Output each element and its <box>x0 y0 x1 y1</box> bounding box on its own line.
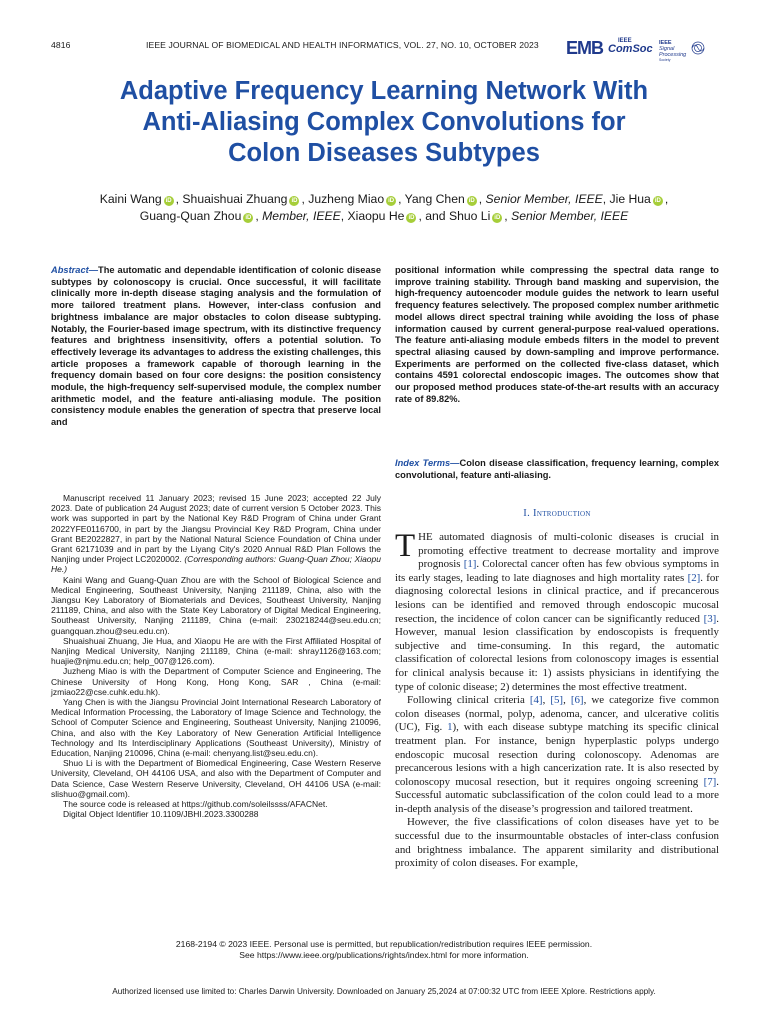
introduction-text <box>395 528 720 871</box>
intro-paragraph-1 <box>395 528 720 694</box>
footnote: Digital Object Identifier 10.1109/JBHI.2023.3300288 <box>63 809 259 820</box>
citation-link[interactable]: [4] <box>529 694 543 707</box>
intro-paragraph-2 <box>395 694 719 816</box>
dropcap: T <box>395 528 416 564</box>
author-name: Shuaishuai Zhuang <box>182 192 288 206</box>
author-name: Shuo Li <box>448 209 491 223</box>
intro-paragraph-3 <box>395 816 719 870</box>
publisher-logos <box>566 38 726 62</box>
footnote: Juzheng Miao is with the Department of Computer Science and Engineering, The Chinese University of Hong Kong, Hong Kong, SAR , China (e-mail: jzmiao22@cse.cuhk.edu.hk). <box>51 666 381 697</box>
author-role: Senior Member, IEEE <box>511 209 629 223</box>
comsoc-logo: IEEE ComSoc <box>608 38 653 55</box>
author-role: Member, IEEE <box>262 209 341 223</box>
body-text-run: Following clinical criteria <box>407 694 530 707</box>
author-name: Jie Hua <box>609 192 651 206</box>
orcid-icon[interactable]: iD <box>388 198 395 204</box>
orcid-icon[interactable]: iD <box>408 215 415 221</box>
rights-link-text[interactable]: See https://www.ieee.org/publications/rights/index.html for more information. <box>239 950 529 960</box>
citation-link[interactable]: [3] <box>703 612 717 625</box>
license-notice: Authorized licensed use limited to: Charles Darwin University. Downloaded on January 25,2024 at 07:00:32 UTC from IEEE Xplore. Restrictions apply. <box>112 987 656 996</box>
author-list <box>40 191 728 225</box>
footnote: Kaini Wang and Guang-Quan Zhou are with the School of Biological Science and Medical Engineering, Southeast University, Nanjing 211189, China, also with the Jiangsu Key Laboratory of Biomaterials and Devices, Southeast University, Nanjing 211189, China, and also with the State Key Laboratory of Digital Medical Engineering, Southeast University, Nanjing 211189, China (e-mail: 230218244@seu.edu.cn; guangquan.zhou@seu.edu.cn). <box>51 574 381 636</box>
author-name: Juzheng Miao <box>308 192 385 206</box>
author-name: Kaini Wang <box>99 192 162 206</box>
footnote: Manuscript received 11 January 2023; revised 15 June 2023; accepted 22 July 2023. Date of publication 24 August 2023; date of current version 5 October 2023. This work was supported in part by the National Key R&D Program of China under Grant 2022YFE0116700, in part by the Jiangsu Provincial Key R&D Program, China under Grant BE2022827, in part by the National Natural Science Foundation of China under Grant 62171039 and in part by the Liyang City's 2020 Annual R&D Plan Follows the Nanjing under Project LC2020002. (Corresponding authors: Guang-Quan Zhou; Xiaopu He.) <box>51 493 381 575</box>
copyright-notice: 2168-2194 © 2023 IEEE. Personal use is permitted, but republication/redistribution requires IEEE permission. See https://www.ieee.org/publications/rights/index.html for more information. <box>40 939 728 961</box>
author-name: Yang Chen <box>404 192 465 206</box>
orcid-icon[interactable]: iD <box>468 198 475 204</box>
footnote: Yang Chen is with the Jiangsu Provincial Joint International Research Laboratory of Medical Information Processing, the Laboratory of Image Science and Technology, the School of Computer Science and Engineering, Southeast University, Nanjing 210096, China, and also with the Key Laboratory of New Generation Artificial Intelligence Technology and Its Interdisciplinary Applications (Southeast University), Ministry of Education, Nanjing 210096, China (e-mail: chenyang.list@seu.edu.cn). <box>51 697 381 759</box>
abstract-lead: Abstract— <box>51 265 99 275</box>
svg-text:Society: Society <box>659 58 671 62</box>
author-name: Xiaopu He <box>347 209 405 223</box>
author-line-1: Kaini Wang iD , Shuaishuai Zhuang iD , Juzheng Miao iD , Yang Chen iD , Senior Member, IEEE, Jie Hua iD , <box>99 192 669 206</box>
svg-text:IEEE: IEEE <box>659 40 672 46</box>
citation-link[interactable]: [7] <box>703 775 717 788</box>
journal-name: IEEE JOURNAL OF BIOMEDICAL AND HEALTH INFORMATICS, VOL. 27, NO. 10, OCTOBER 2023 <box>146 40 539 50</box>
abstract-left <box>51 265 381 429</box>
citation-link[interactable]: [1] <box>463 558 477 571</box>
orcid-icon[interactable]: iD <box>245 215 252 221</box>
index-terms <box>395 458 719 481</box>
citation-link[interactable]: [6] <box>570 694 584 707</box>
svg-text:Signal: Signal <box>659 46 675 52</box>
index-terms-text: Colon disease classification, frequency learning, complex convolutional, feature anti-aliasing. <box>395 458 719 480</box>
author-name: Guang-Quan Zhou <box>139 209 242 223</box>
citation-link[interactable]: [5] <box>550 694 564 707</box>
body-text-run: , we categorize five common colon diseases (normal, polyp, adenoma, cancer, and ulcerative colitis (UC), Fig. <box>395 694 720 734</box>
paper-title: Adaptive Frequency Learning Network With Anti-Aliasing Complex Convolutions for Colon Diseases Subtypes <box>119 77 649 167</box>
author-role: Senior Member, IEEE <box>485 192 603 206</box>
body-text-run: ), with each disease subtype matching its specific clinical treatment plan. For instance, benign hyperplastic polyps undergo endoscopic mucosal resection during colonoscopy. Adenomas are precancerous lesions with a high cancerization rate. It is also resected by colonoscopy mucosal resection, but it requires ongoing screening <box>395 721 719 788</box>
footnote: The source code is released at https://github.com/soleilssss/AFACNet. <box>63 799 328 810</box>
page-number: 4816 <box>51 40 71 50</box>
signal-processing-society-logo <box>658 38 724 62</box>
citation-link[interactable]: [2] <box>687 571 701 584</box>
body-text-run: . Colorectal cancer often has few obvious symptoms in its early stages, leading to late diagnoses and high mortality rates <box>395 558 720 584</box>
orcid-icon[interactable]: iD <box>291 198 298 204</box>
footnote: Shuaishuai Zhuang, Jie Hua, and Xiaopu He are with the First Affiliated Hospital of Nanjing Medical University, Nanjing 211189, China (e-mail: shray1126@163.com; huajie@njmu.edu.cn; help_007@126.com). <box>51 635 381 667</box>
index-terms-lead: Index Terms— <box>395 458 460 468</box>
body-text-run: . However, manual lesion classification by endoscopists is frequently subjective and time-consuming. In this regard, the automatic classification of colorectal lesions from colonoscopy images is essential for clinical analysis because it: 1) assists physicians in identifying the type of colonic disease; 2) determines the most effective treatment. <box>395 612 719 693</box>
footnotes <box>51 493 381 820</box>
citation-link[interactable]: 1 <box>447 721 453 734</box>
orcid-icon[interactable]: iD <box>494 215 501 221</box>
body-text-run: , <box>542 694 551 707</box>
author-line-2: Guang-Quan Zhou iD , Member, IEEE, Xiaopu He iD , and Shuo Li iD , Senior Member, IEEE <box>139 209 629 223</box>
body-text-run: HE automated diagnosis of multi-colonic diseases is crucial in promoting effective treatment to decrease mortality and improve prognosis <box>418 531 719 571</box>
orcid-icon[interactable]: iD <box>165 198 172 204</box>
section-heading: I. Introduction <box>523 508 591 519</box>
abstract-right: positional information while compressing the spectral data range to improve training stability. Through band masking and supervision, the high-frequency autoencoder module guides the network to learn useful frequency features selectively. The proposed complex number arithmetic model allows direct spectral training while avoiding the loss of phase information caused by current general-purpose real-valued operations. The feature anti-aliasing module embeds filters in the model to prevent spectral aliasing caused by down-sampling and improve performance. Experiments are performed on the collected five-class dataset, which contains 4591 colorectal endoscopic images. The outcomes show that our proposed method produces state-of-the-art results with an accuracy rate of 89.82%. <box>395 265 719 404</box>
svg-text:Processing: Processing <box>659 52 687 58</box>
body-text-run: , <box>563 694 571 707</box>
section-title: Introduction <box>533 508 591 519</box>
abstract-text-left: The automatic and dependable identification of colonic disease subtypes by colonoscopy is crucial. Once successful, it will facilitate clinically more in-depth disease staging analysis and the formulation of more tailored treatment plans. However, inter-class confusion and brightness imbalance are major obstacles to colon disease subtyping. Notably, the Fourier-based image spectrum, with its distinctive frequency features and brightness insensitivity, offers a potential solution. To effectively leverage its advantages to address the existing challenges, this article proposes a framework capable of thorough learning in the frequency domain based on four core designs: the position consistency module, the high-frequency self-supervised module, the complex number arithmetic model, and the feature anti-aliasing module. The position consistency module enables the generation of spectra that preserve local and <box>51 265 381 428</box>
body-text-run: . for diagnosing colorectal lesions in clinical practice, and if precancerous lesions can be identified and removed through endoscopic mucosal resection, the incidence of colon cancer can be significantly reduced <box>395 571 719 625</box>
body-text-run: However, the five classifications of colon diseases have yet to be successful due to the insurmountable obstacles of inter-class confusion and brightness imbalance. The apparent similarity and distributional proximity of colon diseases. For example, <box>395 816 719 870</box>
body-text-run: . Successful automatic subclassification of the colon could lead to a more in-depth analysis of the disease’s progression and tailored treatment. <box>395 775 719 815</box>
footnote: Shuo Li is with the Department of Biomedical Engineering, Case Western Reserve University, Cleveland, OH 44106 USA, and also with the Department of Computer and Data Science, Case Western Reserve University, Cleveland, OH 44106 USA (e-mail: slishuo@gmail.com). <box>51 758 381 799</box>
orcid-icon[interactable]: iD <box>654 198 661 204</box>
emb-logo: EMB <box>566 38 603 58</box>
